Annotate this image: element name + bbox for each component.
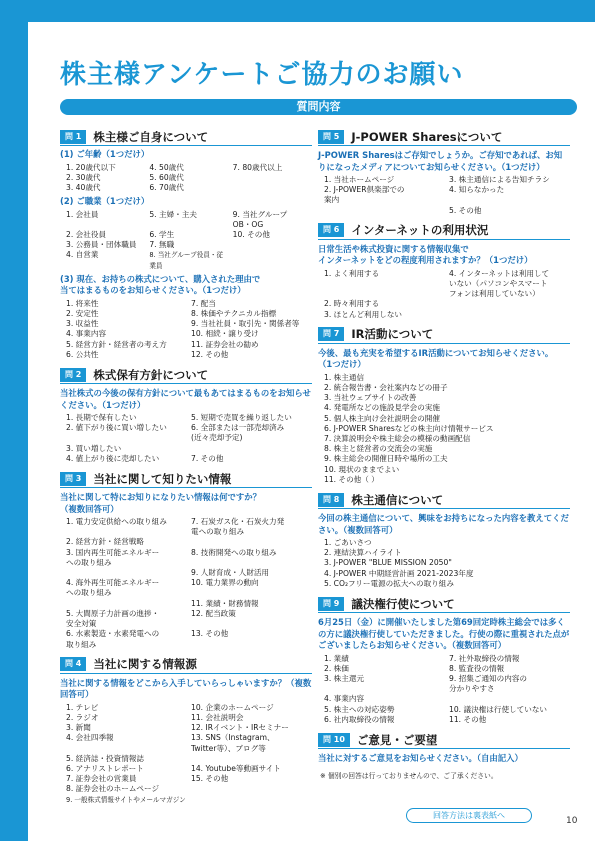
question-description: 当社株式の今後の保有方針について最もあてはまるものをお知らせください。（1つだけ） xyxy=(60,388,311,410)
option-list xyxy=(60,517,312,650)
sub-question-label: (3) 現在、お持ちの株式について、購入された理由で 当てはまるものをお知らせください。（1つだけ） xyxy=(60,273,261,296)
left-column xyxy=(60,122,312,805)
option-item: 10. 相続・譲り受け xyxy=(191,329,259,339)
option-item xyxy=(233,183,312,193)
option-item: 5. その他 xyxy=(449,205,482,215)
option-item: 1. よく利用する xyxy=(324,268,380,278)
option-item: 9. 当社社員・取引先・関係者等 xyxy=(191,319,300,329)
option-item: 9. 株主総会の開催日時や場所の工夫 xyxy=(324,454,448,464)
option-item: 6. アナリストレポート xyxy=(66,763,144,773)
option-item: 5. 株主への対応姿勢 xyxy=(324,704,395,714)
page-number: 10 xyxy=(566,816,578,826)
option-item: 8. 当社グループ役員・従業員 xyxy=(149,251,224,270)
option-item: 2. 値下がり後に買い増したい xyxy=(66,423,167,433)
option-item: 4. 自営業 xyxy=(66,250,99,260)
option-list xyxy=(318,269,570,320)
option-list xyxy=(60,163,312,194)
option-item: 9. 人財育成・人財活用 xyxy=(191,568,270,578)
option-item: 3. 当社ウェブサイトの改善 xyxy=(324,393,417,403)
question-header xyxy=(318,326,570,344)
option-list xyxy=(60,210,312,271)
option-item: 14. Youtube等動画サイト xyxy=(191,763,281,773)
option-item: 5. 経営方針・経営者の考え方 xyxy=(66,339,167,349)
option-item: 7. 決算説明会や株主総会の模様の動画配信 xyxy=(324,434,471,444)
option-list xyxy=(318,654,570,725)
option-item: 3. 買い増したい xyxy=(66,443,122,453)
question-badge: 問 10 xyxy=(318,733,350,747)
option-item: 8. 証券会社のホームページ xyxy=(66,784,160,794)
option-item: 8. 監査役の情報 xyxy=(449,663,505,673)
sub-question-label: (1) ご年齢（1つだけ） xyxy=(60,149,150,159)
option-item: 1. 将来性 xyxy=(66,298,99,308)
option-item: 3. 株主通信による告知チラシ xyxy=(449,175,550,184)
option-item: 10. その他 xyxy=(232,230,270,240)
option-item: 10. 現状のままでよい xyxy=(324,464,400,474)
option-item: 1. 当社ホームページ xyxy=(324,175,395,184)
option-item: 8. 技術開発への取り組み xyxy=(191,547,277,557)
option-item: 2. 統合報告書・会社案内などの冊子 xyxy=(324,383,448,393)
question-description: 今後、最も充実を希望するIR活動についてお知らせください。 （1つだけ） xyxy=(318,347,554,370)
question-badge: 問 7 xyxy=(318,327,344,341)
option-item: 2. 安定性 xyxy=(66,309,99,319)
option-item: 6. 社内取締役の情報 xyxy=(324,714,395,724)
option-item: 9. 当社グループ OB・OG xyxy=(232,209,288,229)
option-item: 3. 株主還元 xyxy=(324,673,365,683)
option-item: 9. 一般株式情報サイトやメールマガジン xyxy=(66,795,186,804)
option-item: 10. 議決権は行使していない xyxy=(449,704,548,714)
option-item: 2. 時々利用する xyxy=(324,299,380,309)
question-badge: 問 1 xyxy=(60,130,86,144)
question-description: 当社に関する情報をどこから入手していらっしゃいますか？（複数回答可） xyxy=(60,677,312,700)
option-item: 7. 証券会社の営業員 xyxy=(66,774,137,784)
option-item xyxy=(233,240,312,250)
option-item: 10. 企業のホームページ xyxy=(191,702,274,712)
question-badge: 問 5 xyxy=(318,130,344,144)
option-item: 6. 全部または一部売却済み (近々売却予定) xyxy=(191,423,285,443)
option-item: 3. 国内再生可能エネルギー への取り組み xyxy=(66,547,160,567)
option-item: 8. 株主と経営者の交流会の実施 xyxy=(324,444,433,454)
question-header xyxy=(318,595,570,613)
question-title: インターネットの利用状況 xyxy=(351,223,489,238)
option-item xyxy=(233,173,312,183)
option-item xyxy=(324,206,445,216)
question-header xyxy=(318,128,570,146)
option-item: 11. その他（ ） xyxy=(324,474,379,484)
option-list xyxy=(60,703,312,805)
option-item: 6. 学生 xyxy=(149,230,175,240)
option-list xyxy=(318,538,570,589)
question-badge: 問 4 xyxy=(60,657,86,671)
option-item: 1. 長期で保有したい xyxy=(66,413,137,423)
option-item: 9. 招集ご通知の内容の 分かりやすさ xyxy=(449,673,528,694)
option-item xyxy=(191,784,312,794)
option-item: 1. 電力安定供給への取り組み xyxy=(66,517,167,527)
option-item: 2. 30歳代 xyxy=(66,172,101,182)
question-description: 日常生活や株式投資に関する情報収集で インターネットをどの程度利用されますか？（1つだけ） xyxy=(318,243,533,266)
question-title: ご意見・ご要望 xyxy=(356,732,438,747)
sub-question-label: (2) ご職業（1つだけ） xyxy=(60,196,150,207)
question-description: J-POWER Sharesはご存知でしょうか。ご存知であれば、お知りになったメディアについてお知らせください。（1つだけ） xyxy=(318,150,563,172)
option-item: 1. 会社員 xyxy=(66,209,99,219)
option-item xyxy=(66,599,187,609)
question-title: 株主通信について xyxy=(351,492,444,507)
option-item: 4. 事業内容 xyxy=(66,329,107,339)
option-item: 5. 経済誌・投資情報誌 xyxy=(66,753,145,763)
option-item: 1. 株主通信 xyxy=(324,372,365,382)
question-badge: 問 3 xyxy=(60,472,86,486)
option-item: 4. インターネットは利用して いない（パソコンやスマート フォンは利用していない） xyxy=(449,268,550,299)
option-list xyxy=(60,413,312,464)
option-item: 4. 事業内容 xyxy=(324,694,365,704)
question-header xyxy=(60,128,312,146)
question-title: 当社に関する情報源 xyxy=(93,657,197,672)
question-badge: 問 8 xyxy=(318,493,344,507)
page-title: 株主様アンケートご協力のお願い xyxy=(60,60,464,90)
option-item: 8. 株価やテクニカル指標 xyxy=(191,309,277,319)
option-item: 3. ほとんど利用しない xyxy=(324,309,403,319)
option-item: 7. 80歳代以上 xyxy=(232,162,283,172)
question-description: 当社に対するご意見をお知らせください。（自由記入） xyxy=(318,753,523,763)
option-item: 1. ごあいさつ xyxy=(324,538,372,548)
option-list xyxy=(60,299,312,360)
option-item: 5. 短期で売買を繰り返したい xyxy=(191,413,292,423)
question-title: 当社に関して知りたい情報 xyxy=(93,471,232,486)
option-item: 2. J-POWER倶楽部での 案内 xyxy=(324,185,405,205)
option-item: 4. J-POWER 中期経営計画 2021-2023年度 xyxy=(324,568,474,578)
option-item: 3. 公務員・団体職員 xyxy=(66,240,137,250)
option-item xyxy=(449,694,570,704)
option-item: 2. 株価 xyxy=(324,663,349,673)
option-item: 5. 個人株主向け会社説明会の開催 xyxy=(324,413,440,423)
option-item: 2. 経営方針・経営戦略 xyxy=(66,537,145,547)
option-item: 1. 業績 xyxy=(324,653,349,663)
option-item: 1. 20歳代以下 xyxy=(66,162,116,172)
question-header xyxy=(60,366,312,384)
option-item: 11. 会社説明会 xyxy=(191,712,244,722)
option-item: 6. J-POWER Sharesなどの株主向け情報サービス xyxy=(324,423,494,433)
answer-method-button[interactable]: 回答方法は裏表紙へ xyxy=(406,808,532,823)
option-item xyxy=(449,299,570,309)
option-item: 7. 配当 xyxy=(191,298,216,308)
option-item xyxy=(191,444,312,454)
option-item: 6. 70歳代 xyxy=(149,182,184,192)
question-badge: 問 6 xyxy=(318,223,344,237)
option-item: 4. 会社四季報 xyxy=(66,733,114,743)
option-item: 7. 社外取締役の情報 xyxy=(449,653,520,663)
question-badge: 問 9 xyxy=(318,597,344,611)
option-item: 4. 発電所などの施設見学会の実施 xyxy=(324,403,440,413)
question-title: IR活動について xyxy=(351,327,434,342)
option-item: 4. 値上がり後に売却したい xyxy=(66,453,160,463)
option-item: 7. 石炭ガス化・石炭火力発 電への取り組み xyxy=(191,517,285,537)
option-list xyxy=(318,175,570,216)
option-item: 3. J-POWER "BLUE MISSION 2050" xyxy=(324,558,452,568)
option-item: 3. 40歳代 xyxy=(66,182,101,192)
option-item: 12. IRイベント・IRセミナー xyxy=(191,723,289,733)
option-item xyxy=(233,250,312,270)
option-item: 5. CO₂フリー電源の拡大への取り組み xyxy=(324,578,454,588)
question-description: 今回の株主通信について、興味をお持ちになった内容を教えてください。（複数回答可） xyxy=(318,513,569,535)
option-item xyxy=(449,310,570,320)
question-description: 6月25日（金）に開催いたしました第69回定時株主総会では多くの方に議決権行使していただきました。行使の際に重視された点がございましたらお知らせください。（複数回答可） xyxy=(318,617,570,651)
option-item: 6. 水素製造・水素発電への 取り組み xyxy=(66,629,160,649)
option-item: 15. その他 xyxy=(191,774,229,784)
question-title: 議決権行使について xyxy=(351,596,455,611)
question-title: J-POWER Sharesについて xyxy=(351,129,503,144)
option-item: 7. その他 xyxy=(191,453,224,463)
option-item: 1. テレビ xyxy=(66,702,99,712)
question-description: 当社に関して特にお知りになりたい情報は何ですか？ （複数回答可） xyxy=(60,492,261,514)
question-note: ※ 個別の回答は行っておりませんので、ご了承ください。 xyxy=(320,771,498,780)
option-item: 13. その他 xyxy=(191,629,229,639)
option-item: 7. 無職 xyxy=(149,240,175,250)
option-item xyxy=(66,568,187,578)
option-item: 12. その他 xyxy=(191,349,229,359)
right-column xyxy=(318,122,570,780)
question-header xyxy=(318,731,570,749)
option-item: 11. 業績・財務情報 xyxy=(191,598,259,608)
question-title: 株主様ご自身について xyxy=(93,129,209,144)
option-item: 6. 公共性 xyxy=(66,349,99,359)
section-label: 質問内容 xyxy=(60,99,577,115)
option-item xyxy=(191,537,312,547)
option-item xyxy=(191,754,312,764)
question-header xyxy=(60,470,312,488)
option-item: 2. 連結決算ハイライト xyxy=(324,548,402,558)
question-header xyxy=(318,222,570,240)
option-item: 11. 証券会社の勧め xyxy=(191,339,259,349)
option-item: 4. 知らなかった xyxy=(449,185,505,195)
option-item: 3. 新聞 xyxy=(66,723,91,733)
option-item: 2. 会社役員 xyxy=(66,230,107,240)
option-item: 4. 50歳代 xyxy=(149,162,184,172)
option-item: 2. ラジオ xyxy=(66,712,99,722)
option-item: 4. 海外再生可能エネルギー への取り組み xyxy=(66,578,160,598)
option-item: 3. 収益性 xyxy=(66,319,99,329)
option-item: 5. 60歳代 xyxy=(149,172,184,182)
question-header xyxy=(318,491,570,509)
option-item: 10. 電力業界の動向 xyxy=(191,578,259,588)
question-header xyxy=(60,656,312,674)
option-item: 5. 主婦・主夫 xyxy=(149,209,197,219)
option-list xyxy=(318,373,570,485)
question-title: 株式保有方針について xyxy=(93,367,209,382)
option-item: 13. SNS（Instagram、 Twitter等）、ブログ等 xyxy=(191,733,275,753)
option-item: 12. 配当政策 xyxy=(191,608,236,618)
option-item: 5. 大間原子力計画の進捗・ 安全対策 xyxy=(66,608,160,629)
question-badge: 問 2 xyxy=(60,368,86,382)
option-item: 11. その他 xyxy=(449,714,487,724)
option-item xyxy=(191,795,312,805)
